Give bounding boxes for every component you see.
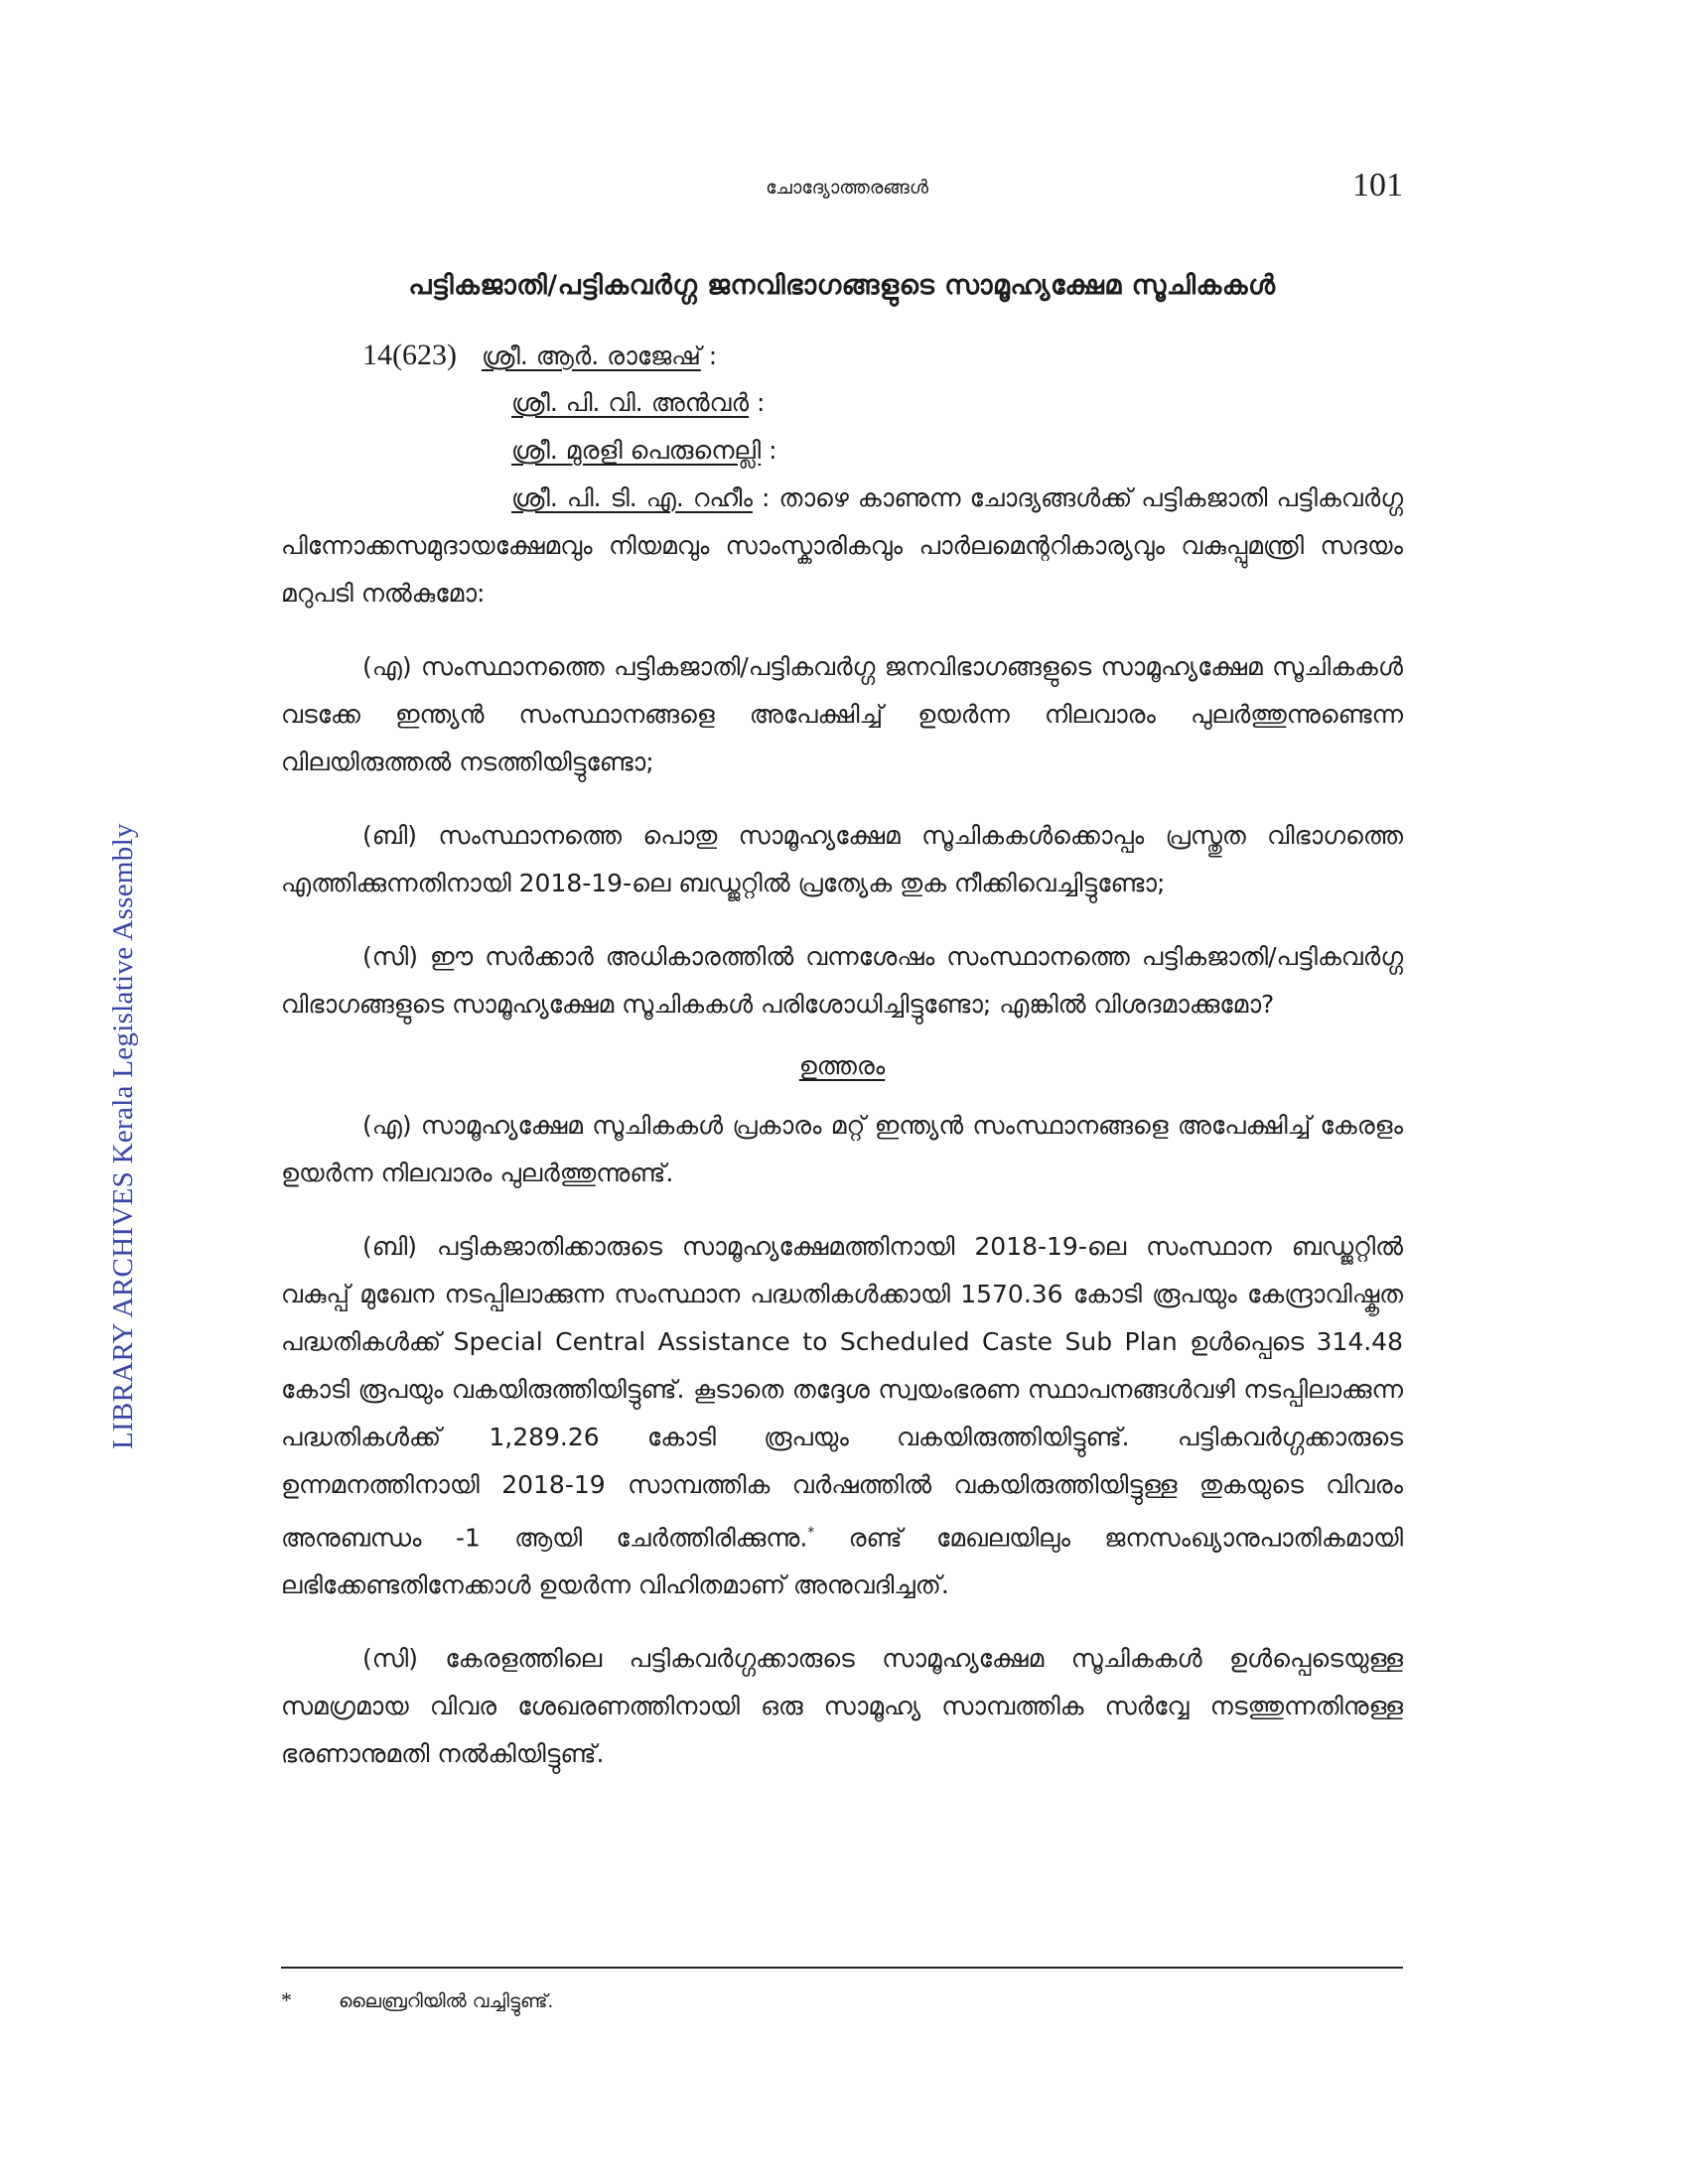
answer-part-b-text-2: 1570.36 കോടി രൂപയും കേന്ദ്രാവിഷ്കൃത പദ്ധതികൾക്ക് Special Central Assistance to Scheduled Caste Sub Plan ഉൾപ്പെടെ 314.48 കോടി രൂപയും [281, 1280, 1404, 1404]
running-head [281, 167, 1403, 206]
running-title: ചോദ്യോത്തരങ്ങൾ [766, 177, 928, 199]
footnote-reference: * [807, 1525, 815, 1541]
footnote-mark: * [281, 1987, 292, 2012]
question-intro [281, 475, 1403, 617]
question-part-b: (ബി) സംസ്ഥാനത്തെ പൊതു സാമൂഹ്യക്ഷേമ സൂചികകൾക്കൊപ്പം പ്രസ്തുത വിഭാഗത്തെ എത്തിക്കുന്നതിനായി 2018-19-ലെ ബഡ്ജറ്റിൽ പ്രത്യേക തുക നീക്കിവെച്ചിട്ടുണ്ടോ; [281, 821, 1403, 897]
member-name: ശ്രീ. ആർ. രാജേഷ് [482, 341, 701, 370]
member-separator: : [749, 388, 766, 417]
member-name: ശ്രീ. പി. ടി. എ. റഹീം [511, 483, 753, 512]
question-member-line [281, 427, 1403, 475]
answer-heading-row [281, 1042, 1403, 1090]
question-number: 14(623) [362, 339, 457, 371]
answer-part-a: (എ) സാമൂഹ്യക്ഷേമ സൂചികകൾ പ്രകാരം മറ്റ് ഇന്ത്യൻ സംസ്ഥാനങ്ങളെ അപേക്ഷിച്ച് കേരളം ഉയർന്ന നിലവാരം പുലർത്തുന്നുണ്ട്. [281, 1111, 1403, 1187]
footnote-divider [281, 1967, 1403, 1969]
member-name: ശ്രീ. മുരളി പെരുനെല്ലി [511, 436, 762, 465]
section-heading: പട്ടികജാതി/പട്ടികവർഗ്ഗ ജനവിഭാഗങ്ങളുടെ സാമൂഹ്യക്ഷേമ സൂചികകൾ [408, 270, 1276, 301]
member-name: ശ്രീ. പി. വി. അൻവർ [511, 388, 750, 417]
member-separator: : [752, 483, 771, 512]
footnote [281, 1987, 553, 2013]
question-part-c: (സി) ഈ സർക്കാർ അധികാരത്തിൽ വന്നശേഷം സംസ്ഥാനത്തെ പട്ടികജാതി/പട്ടികവർഗ്ഗ വിഭാഗങ്ങളുടെ സാമൂഹ്യക്ഷേമ സൂചികകൾ പരിശോധിച്ചിട്ടുണ്ടോ; എങ്കിൽ വിശദമാക്കുമോ? [281, 942, 1403, 1019]
answer-part-b-text-4: രണ്ട് മേഖലയിലും ജനസംഖ്യാനുപാതികമായി ലഭിക്കേണ്ടതിനേക്കാൾ ഉയർന്ന വിഹിതമാണ് അനുവദിച്ചത്. [281, 1523, 1403, 1600]
answer-part-b-text-3: വകയിരുത്തിയിട്ടുണ്ട്. കൂടാതെ തദ്ദേശ സ്വയംഭരണ സ്ഥാപനങ്ങൾവഴി നടപ്പിലാക്കുന്ന പദ്ധതികൾക്ക് 1,289.26 കോടി രൂപയും വകയിരുത്തിയിട്ടുണ്ട്. പട്ടികവർഗ്ഗക്കാരുടെ ഉന്നമനത്തിനായി 2018-19 സാമ്പത്തിക വർഷത്തിൽ വകയിരുത്തിയിട്ടുള്ള തുകയുടെ വിവരം അനുബന്ധം -1 ആയി ചേർത്തിരിക്കുന്നു. [281, 1375, 1403, 1553]
footnote-text: ലൈബ്രറിയിൽ വച്ചിട്ടുണ്ട്. [339, 1990, 554, 2012]
body-text [281, 332, 1403, 1778]
question-part-a: (എ) സംസ്ഥാനത്തെ പട്ടികജാതി/പട്ടികവർഗ്ഗ ജനവിഭാഗങ്ങളുടെ സാമൂഹ്യക്ഷേമ സൂചികകൾ വടക്കേ ഇന്ത്യൻ സംസ്ഥാനങ്ങളെ അപേക്ഷിച്ച് ഉയർന്ന നിലവാരം പുലർത്തുന്നുണ്ടെന്ന വിലയിരുത്തൽ നടത്തിയിട്ടുണ്ടോ; [281, 652, 1403, 776]
answer-part-b [281, 1223, 1403, 1609]
question-member-line [281, 332, 1403, 379]
answer-part-c: (സി) കേരളത്തിലെ പട്ടികവർഗ്ഗക്കാരുടെ സാമൂഹ്യക്ഷേമ സൂചികകൾ ഉൾപ്പെടെയുള്ള സമഗ്രമായ വിവര ശേഖരണത്തിനായി ഒരു സാമൂഹ്യ സാമ്പത്തിക സർവ്വേ നടത്തുന്നതിനുള്ള ഭരണാനുമതി നൽകിയിട്ടുണ്ട്. [281, 1644, 1403, 1769]
page-number: 101 [1352, 167, 1403, 204]
member-separator: : [761, 436, 777, 465]
question-intro-text: താഴെ കാണുന്ന ചോദ്യങ്ങൾക്ക് പട്ടികജാതി പട്ടികവർഗ്ഗ പിന്നോക്കസമുദായക്ഷേമവും നിയമവും സാംസ്കാരികവും പാർലമെന്ററികാര്യവും വകുപ്പുമന്ത്രി സദയം മറുപടി നൽകുമോ: [281, 483, 1404, 608]
answer-heading: ഉത്തരം [798, 1051, 886, 1080]
answer-part-b-text-1: (ബി) പട്ടികജാതിക്കാരുടെ സാമൂഹ്യക്ഷേമത്തിനായി 2018-19-ലെ സംസ്ഥാന ബഡ്ജറ്റിൽ വകുപ്പ് മുഖേന നടപ്പിലാക്കുന്ന സംസ്ഥാന പദ്ധതികൾക്കായി [281, 1232, 1403, 1308]
archive-watermark: LIBRARY ARCHIVES Kerala Legislative Assembly [107, 823, 139, 1449]
member-separator: : [700, 341, 718, 370]
question-member-line [281, 379, 1403, 427]
